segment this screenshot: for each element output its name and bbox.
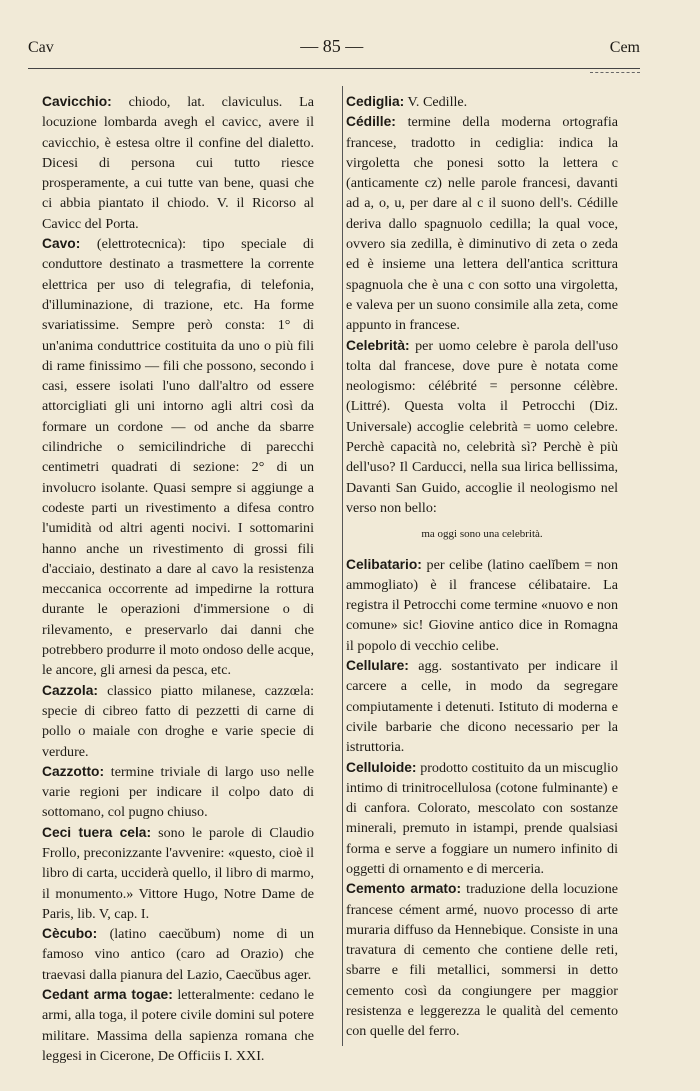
headword: Cédille: bbox=[346, 114, 396, 130]
definition: per uomo celebre è parola dell'uso tolta dal francese, dove pure è notata come neologismo: célébrité = personne célèbre. (Littré). Questa volta il Petrocchi (Diz. Universale) accoglie celebrità = uomo celebre. Perchè capacità no, celebrità sì? Perchè è più dell'uso? Il Carducci, nella sua lirica bellissima, Davanti San Guido, accoglie il neologismo nel verso non bello: bbox=[346, 337, 618, 516]
entry-ceci-tuera-cela bbox=[42, 823, 314, 924]
definition: (elettrotecnica): tipo speciale di conduttore destinato a trasmettere la corrente elettrica per uso di telegrafia, di telefonia, d'illuminazione, di trazione, etc. Ha forme svariatissime. Sempre però consta: 1° di un'anima conduttrice costituita da uno o più fili di rame finissimo — fili che possono, secondo i casi, essere isolati l'uno dall'altro od essere attorcigliati gli uni intorno agli altri così da formare un cordone — od anche da sbarre cilindriche o semicilindriche di parecchi centimetri quadrati di sezione: 2° di un involucro isolante. Quasi sempre si aggiunge a codeste parti un rivestimento a difesa contro l'umidità od altri agenti nocivi. I sottomarini hanno anche un rivestimento di grossi fili d'acciaio, destinato a dare al cavo la resistenza meccanica occorrente ad impedirne la rottura durante le operazioni d'immersione o di rilevamento, e preservarlo dai danni che potrebbero produrre il moto ondoso delle acque, le ancore, gli arnesi da pesca, etc. bbox=[42, 236, 315, 679]
entry-cedant-arma-togae bbox=[42, 985, 314, 1066]
definition: agg. sostantivato per indicare il carcere a celle, in modo da segregare compiutamente i detenuti. Istituto di moderna e civile barbarie che dicono necessario per la istruttoria. bbox=[346, 658, 618, 756]
entry-celebrita bbox=[346, 336, 618, 519]
verse-quote: ma oggi sono una celebrità. bbox=[421, 528, 543, 541]
headword: Cemento armato: bbox=[346, 881, 462, 897]
headword: Cediglia: bbox=[346, 94, 405, 109]
entry-cavicchio bbox=[42, 92, 314, 234]
entry-cavo bbox=[42, 234, 314, 681]
entry-cazzola bbox=[42, 681, 314, 762]
headword: Celebrità: bbox=[346, 337, 410, 353]
definition: termine della moderna ortografia francese, tradotto in cediglia: indica la virgoletta che ponesi sotto la lettera c (anticamente cz) nelle parole francesi, davanti ad a, o, u, per dare al c il suono dell's. Cédille deriva dallo spagnuolo cedilla; la qual voce, ovvero sia zedilla, è diminutivo di zeta o zeda ed è insieme una lettera dell'antica scrittura spagnuola che è una c con sotto una virgoletta, e valeva per un suono consimile alla zeta, come appunto in francese. bbox=[346, 114, 618, 334]
headword: Celibatario: bbox=[346, 556, 422, 572]
entry-cedille bbox=[346, 112, 618, 335]
entry-cellulare bbox=[346, 656, 618, 757]
definition: traduzione della locuzione francese cément armé, nuovo processo di arte muraria diffuso da Hennebique. Consiste in una travatura di cemento che contiene delle reti, sbarre e fili metallici, sommersi in detto cemento così da congiungere per maggior resistenza e leggerezza le qualità del cemento con quelle del ferro. bbox=[346, 881, 619, 1040]
right-column bbox=[346, 92, 618, 1042]
page-number: — 85 — bbox=[300, 36, 364, 56]
definition: prodotto costituito da un miscuglio intimo di trinitrocellulosa (cotone fulminante) e di canfora. Colorato, mescolato con sostanze minerali, premuto in istampi, prende qualsiasi forma e serve a foggiare un numero infinito di oggetti di ornamento e di merceria. bbox=[346, 759, 618, 877]
entry-celibatario bbox=[346, 555, 618, 656]
definition: termine triviale di largo uso nelle varie regioni per indicare il colpo dato di sottomano, col pugno chiuso. bbox=[42, 763, 314, 821]
column-divider bbox=[342, 86, 343, 1046]
entry-cazzotto bbox=[42, 762, 314, 823]
headword: Cavicchio: bbox=[42, 94, 112, 109]
definition: sono le parole di Claudio Frollo, preconizzante l'avvenire: «questo, cioè il libro di carta, ucciderà quello, il libro di marmo, il monumento.» Vittore Hugo, Notre Dame de Paris, lib. V, cap. I. bbox=[42, 824, 314, 922]
headword: Cazzotto: bbox=[42, 763, 105, 779]
entry-cediglia bbox=[346, 92, 618, 112]
headword: Cazzola: bbox=[42, 682, 98, 698]
headword: Celluloide: bbox=[346, 759, 417, 775]
entry-celluloide bbox=[346, 758, 618, 880]
entry-cemento-armato bbox=[346, 879, 618, 1041]
headword: Ceci tuera cela: bbox=[42, 824, 152, 840]
header-right-guide-word: Cem bbox=[609, 39, 640, 56]
definition: classico piatto milanese, cazzœla: specie di cibreo fatto di pezzetti di carne di pollo o maiale con droghe e varie specie di verdure. bbox=[42, 682, 314, 760]
definition: letteralmente: cedano le armi, alla toga, il potere civile domini sul potere militare. Massima della sapienza romana che leggesi in Cicerone, De Officiis I. XXI. bbox=[42, 987, 314, 1064]
header-left-guide-word: Cav bbox=[28, 39, 54, 56]
entry-cecubo bbox=[42, 924, 314, 985]
definition: V. Cedille. bbox=[407, 94, 468, 110]
page-header bbox=[28, 36, 640, 57]
left-column bbox=[42, 92, 314, 1066]
definition: per celibe (latino caelĭbem = non ammogliato) è il francese célibataire. La registra il Petrocchi come termine «nuovo e non comune» sic! Giovine antico dice in Romagna il popolo di vecchio celibe. bbox=[346, 556, 618, 654]
headword: Cedant arma togae: bbox=[42, 987, 173, 1003]
headword: Cellulare: bbox=[346, 658, 409, 674]
headword: Cècubo: bbox=[42, 926, 98, 942]
headword: Cavo: bbox=[42, 236, 81, 252]
header-rule-dashed bbox=[590, 72, 640, 73]
definition: (latino caecŭbum) nome di un famoso vino antico (caro ad Orazio) che traevasi dalla pianura del Lazio, Caecŭbus ager. bbox=[42, 926, 314, 983]
header-rule bbox=[28, 68, 640, 69]
definition: chiodo, lat. claviculus. La locuzione lombarda avegh el cavicc, avere il cavicchio, è estesa oltre il confine del dialetto. Dicesi di persona cui tutto riesce prosperamente, a cui tutte van bene, quasi che ci abbia piantato il chiodo. V. il Ricorso al Cavicc del Porta. bbox=[42, 94, 314, 232]
